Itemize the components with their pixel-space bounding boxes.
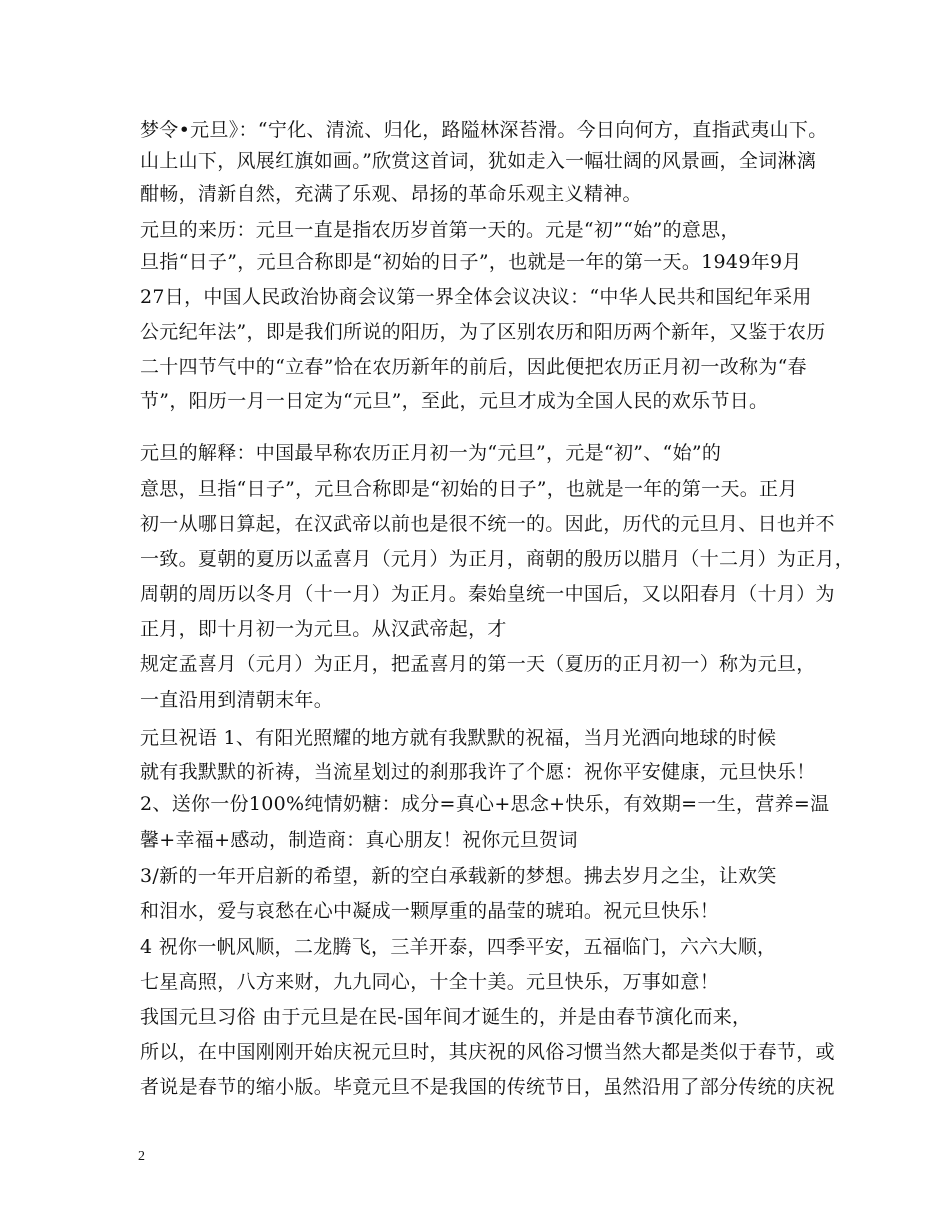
text-line: 公元纪年法”，即是我们所说的阳历，为了区别农历和阳历两个新年，又鉴于农历 [140, 321, 826, 343]
text-line: 元旦祝语 1、有阳光照耀的地方就有我默默的祝福，当月光洒向地球的时候 [140, 727, 777, 749]
text-line: 意思，旦指“日子”，元旦合称即是“初始的日子”，也就是一年的第一天。正月 [140, 478, 798, 500]
text-line: 馨+幸福+感动，制造商：真心朋友！祝你元旦贺词 [140, 829, 578, 851]
text-line: 就有我默默的祈祷，当流星划过的刹那我许了个愿：祝你平安健康，元旦快乐！ [140, 761, 816, 783]
text-line: 节”，阳历一月一日定为“元旦”，至此，元旦才成为全国人民的欢乐节日。 [140, 390, 769, 412]
text-line: 初一从哪日算起，在汉武帝以前也是很不统一的。因此，历代的元旦月、日也并不 [140, 513, 835, 535]
text-line: 七星高照，八方来财，九九同心，十全十美。元旦快乐，万事如意！ [140, 971, 720, 993]
page-number: 2 [138, 1149, 145, 1164]
text-line: 山上山下，风展红旗如画。”欣赏这首词，犹如走入一幅壮阔的风景画，全词淋漓 [140, 150, 817, 172]
text-line: 酣畅，清新自然，充满了乐观、昂扬的革命乐观主义精神。 [140, 183, 642, 205]
text-line: 和泪水，爱与哀愁在心中凝成一颗厚重的晶莹的琥珀。祝元旦快乐！ [140, 900, 720, 922]
text-line: 元旦的来历：元旦一直是指农历岁首第一天的。元是“初”“始”的意思， [140, 219, 740, 241]
text-line: 者说是春节的缩小版。毕竟元旦不是我国的传统节日，虽然沿用了部分传统的庆祝 [140, 1076, 835, 1098]
text-line: 梦令•元旦》：“宁化、清流、归化，路隘林深苔滑。今日向何方，直指武夷山下。 [140, 119, 828, 141]
text-line: 元旦的解释：中国最早称农历正月初一为“元旦”，元是“初”、“始”的 [140, 442, 722, 464]
text-line: 4 祝你一帆风顺，二龙腾飞，三羊开泰，四季平安，五福临门，六六大顺， [140, 936, 777, 958]
text-line: 规定孟喜月（元月）为正月，把孟喜月的第一天（夏历的正月初一）称为元旦， [140, 653, 816, 675]
text-line: 一直沿用到清朝末年。 [140, 689, 334, 711]
text-line: 2、送你一份100%纯情奶糖：成分=真心+思念+快乐，有效期=一生，营养=温 [140, 793, 830, 815]
text-line: 27日，中国人民政治协商会议第一界全体会议决议：“中华人民共和国纪年采用 [140, 286, 812, 308]
text-line: 所以，在中国刚刚开始庆祝元旦时，其庆祝的风俗习惯当然大都是类似于春节，或 [140, 1041, 835, 1063]
text-line: 一致。夏朝的夏历以孟喜月（元月）为正月，商朝的殷历以腊月（十二月）为正月， [140, 548, 855, 570]
text-line: 3/新的一年开启新的希望，新的空白承载新的梦想。拂去岁月之尘，让欢笑 [140, 865, 777, 887]
text-line: 我国元旦习俗 由于元旦是在民-国年间才诞生的，并是由春节演化而来， [140, 1006, 752, 1028]
text-line: 旦指“日子”，元旦合称即是“初始的日子”，也就是一年的第一天。1949年9月 [140, 251, 802, 273]
text-line: 周朝的周历以冬月（十一月）为正月。秦始皇统一中国后，又以阳春月（十月）为 [140, 583, 835, 605]
text-line: 二十四节气中的“立春”恰在农历新年的前后，因此便把农历正月初一改称为“春 [140, 356, 807, 378]
text-line: 正月，即十月初一为元旦。从汉武帝起，才 [140, 618, 507, 640]
